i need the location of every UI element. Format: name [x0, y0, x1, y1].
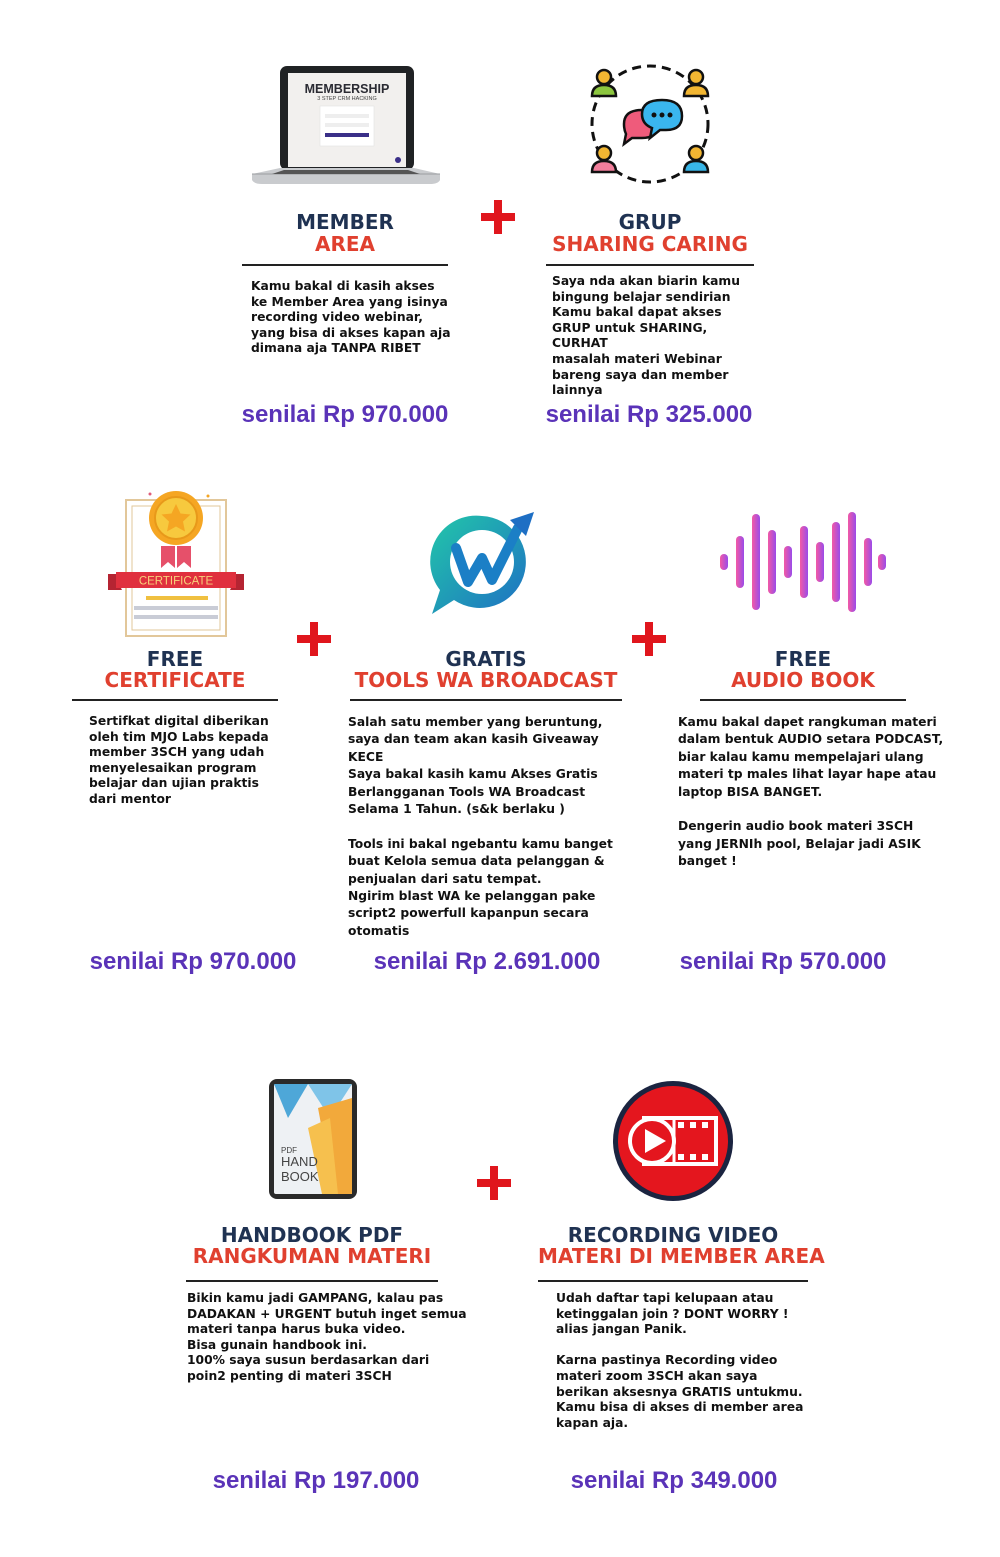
member-area-subtitle: AREA: [314, 232, 376, 256]
video-record-icon: [612, 1080, 734, 1202]
tools-description: Salah satu member yang beruntung, saya dan team akan kasih Giveaway KECE Saya bakal kasih kamu Akses Gratis Berlangganan Tools WA Broadcast Selama 1 Tahun. (s&k berlaku ) Tools ini bakal ngebantu kamu banget buat Kelola semua data pelanggan & penjualan dari satu tempat. Ngirim blast WA ke pelanggan pake script2 powerfull kapanpun secara otomatis: [348, 715, 613, 938]
recording-price: senilai Rp 349.000: [570, 1467, 778, 1494]
handbook-subtitle: RANGKUMAN MATERI: [192, 1244, 432, 1268]
svg-text:BOOK: BOOK: [281, 1169, 319, 1184]
handbook-title: HANDBOOK PDF: [220, 1223, 404, 1247]
svg-text:CERTIFICATE: CERTIFICATE: [138, 575, 214, 588]
grup-subtitle: SHARING CARING: [552, 232, 748, 256]
tools-title: GRATIS: [445, 647, 527, 671]
tools-price: senilai Rp 2.691.000: [373, 948, 601, 975]
svg-text:3 STEP CRM HACKING: 3 STEP CRM HACKING: [317, 96, 377, 102]
group-chat-icon: [586, 62, 714, 186]
grup-description: Saya nda akan biarin kamu bingung belajar sendirian Kamu bakal dapat akses GRUP untuk SHARING, CURHAT masalah materi Webinar bareng saya dan member lainnya: [552, 274, 740, 398]
audio-price: senilai Rp 570.000: [679, 948, 887, 975]
audio-description: Kamu bakal dapet rangkuman materi dalam bentuk AUDIO setara PODCAST, biar kalau kamu mempelajari ulang materi tp males lihat layar hape atau laptop BISA BANGET. Dengerin audio book materi 3SCH yang JERNIh pool, Belajar jadi ASIK banget !: [678, 715, 944, 869]
grup-price: senilai Rp 325.000: [545, 401, 753, 428]
audio-wave-icon: [718, 508, 888, 616]
certificate-description: Sertifkat digital diberikan oleh tim MJO Labs kepada member 3SCH yang udah menyelesaikan program belajar dan ujian praktis dari mentor: [89, 714, 269, 806]
plus-icon: [477, 1166, 511, 1200]
divider: [350, 699, 622, 701]
member-area-description: Kamu bakal di kasih akses ke Member Area yang isinya recording video webinar, yang bisa di akses kapan aja dimana aja TANPA RIBET: [251, 279, 451, 356]
tools-subtitle: TOOLS WA BROADCAST: [354, 668, 618, 692]
recording-title: RECORDING VIDEO: [567, 1223, 779, 1247]
tablet-handbook-icon: [268, 1078, 358, 1200]
member-area-price: senilai Rp 970.000: [241, 401, 449, 428]
divider: [72, 699, 278, 701]
handbook-description: Bikin kamu jadi GAMPANG, kalau pas DADAKAN + URGENT butuh inget semua materi tanpa harus buka video. Bisa gunain handbook ini. 100% saya susun berdasarkan dari poin2 penting di materi 3SCH: [187, 1291, 467, 1383]
recording-subtitle: MATERI DI MEMBER AREA: [538, 1244, 825, 1268]
divider: [186, 1280, 438, 1282]
svg-text:PDF: PDF: [281, 1146, 297, 1155]
plus-icon: [481, 200, 515, 234]
laptop-icon: [250, 64, 442, 186]
plus-icon: [297, 622, 331, 656]
divider: [538, 1280, 808, 1282]
certificate-title: FREE: [146, 647, 204, 671]
member-area-title: MEMBER: [296, 210, 394, 234]
plus-icon: [632, 622, 666, 656]
recording-description: Udah daftar tapi kelupaan atau ketinggalan join ? DONT WORRY ! alias jangan Panik. Karna pastinya Recording video materi zoom 3SCH akan saya berikan aksesnya GRATIS untukmu. Kamu bisa di akses di member area kapan aja.: [556, 1291, 804, 1430]
grup-title: GRUP: [618, 210, 682, 234]
audio-subtitle: AUDIO BOOK: [731, 668, 875, 692]
divider: [242, 264, 448, 266]
divider: [700, 699, 906, 701]
certificate-price: senilai Rp 970.000: [89, 948, 297, 975]
wa-broadcast-logo-icon: [426, 510, 538, 618]
svg-text:MEMBERSHIP: MEMBERSHIP: [304, 82, 390, 96]
audio-title: FREE: [774, 647, 832, 671]
divider: [546, 264, 754, 266]
certificate-icon: [106, 488, 246, 640]
svg-text:HAND: HAND: [281, 1154, 318, 1169]
certificate-subtitle: CERTIFICATE: [104, 668, 246, 692]
handbook-price: senilai Rp 197.000: [212, 1467, 420, 1494]
